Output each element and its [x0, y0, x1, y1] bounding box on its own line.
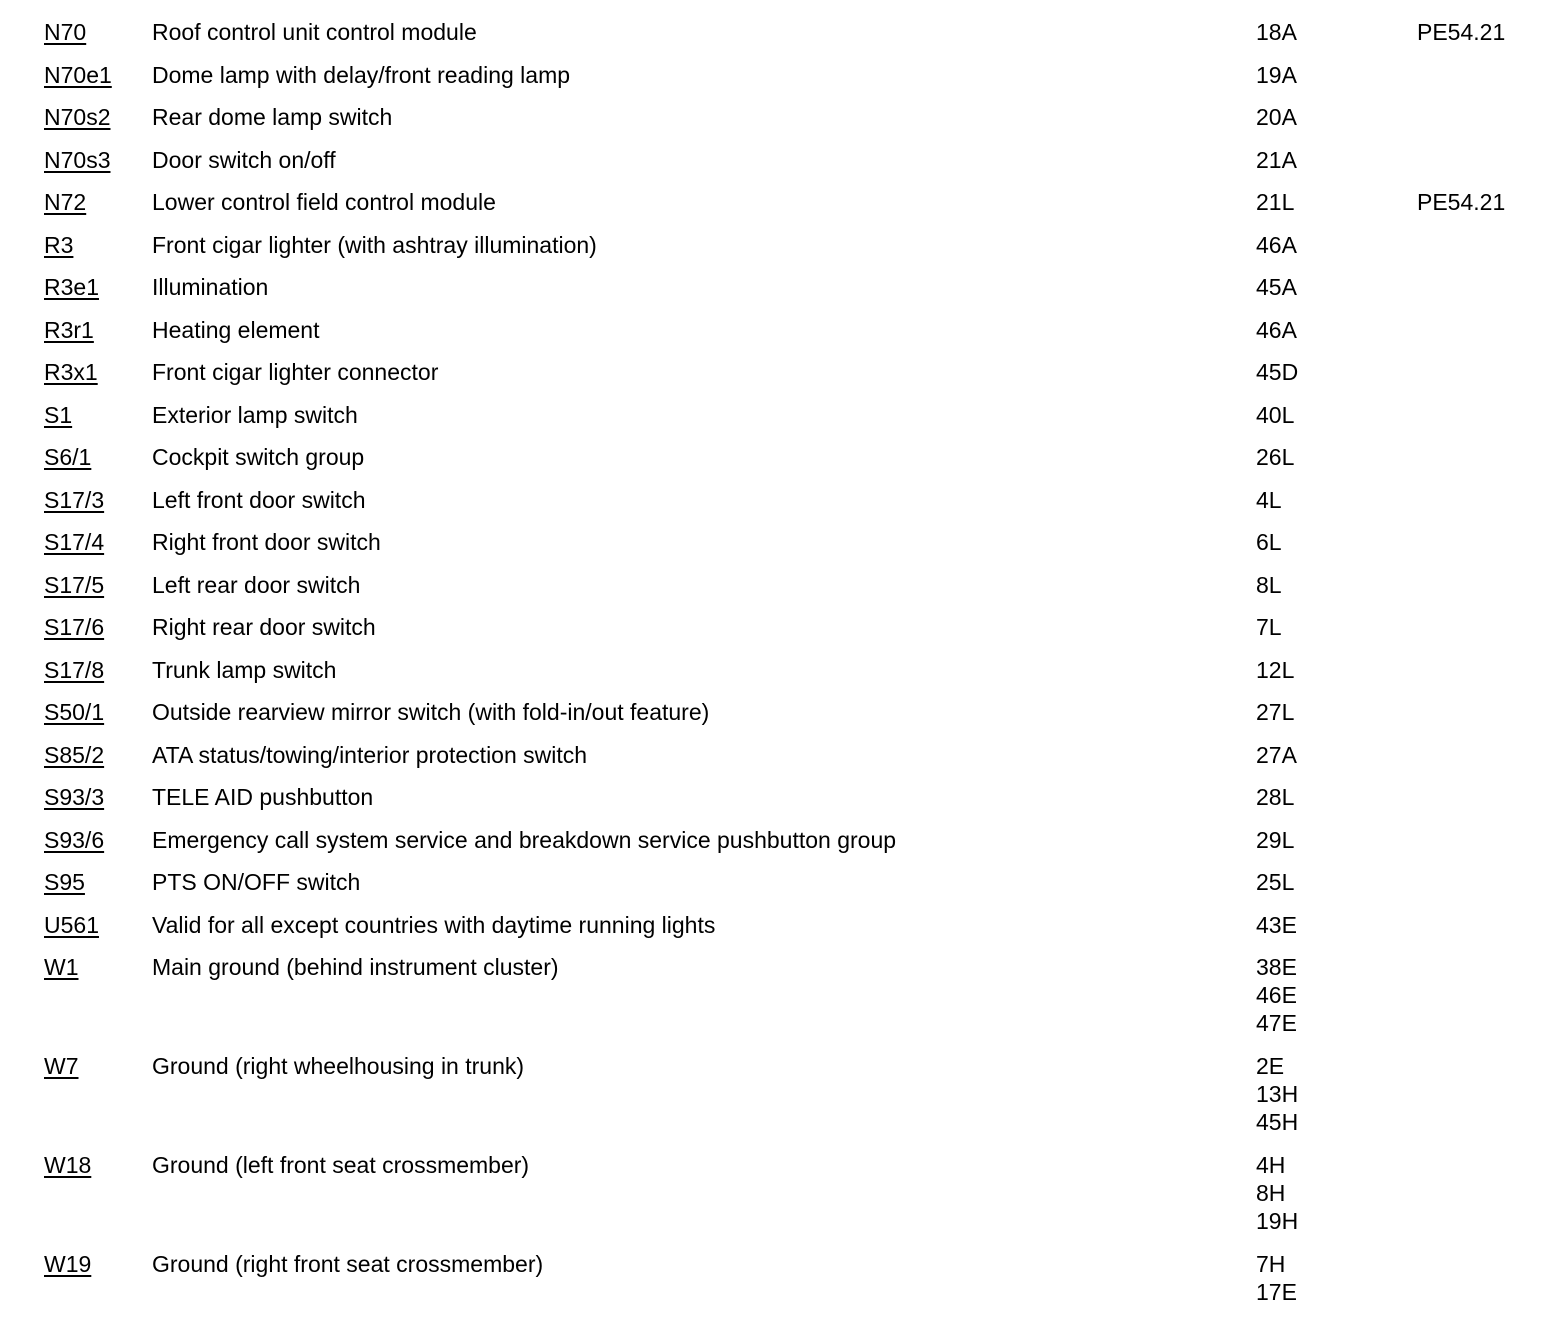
grid-location [1256, 18, 1297, 46]
grid-location-value: 7L [1256, 614, 1282, 640]
grid-location-value: 7H [1256, 1251, 1286, 1277]
grid-location-value: 26L [1256, 444, 1295, 470]
component-description: Exterior lamp switch [152, 401, 358, 428]
grid-location [1256, 443, 1294, 471]
component-description: Right rear door switch [152, 614, 376, 640]
component-code-link[interactable]: S17/8 [44, 656, 105, 683]
document-reference: PE54.21 [1417, 189, 1506, 215]
component-code-link[interactable]: S17/5 [44, 571, 105, 598]
component-code-link[interactable]: N70 [44, 19, 87, 45]
table-row [0, 783, 1568, 826]
component-code-link[interactable]: R3x1 [44, 359, 98, 385]
grid-location [1256, 1151, 1298, 1235]
grid-location-value: 12L [1256, 656, 1295, 683]
grid-location-value: 43E [1256, 911, 1297, 938]
component-legend-table [0, 18, 1568, 1321]
component-code-link[interactable]: S17/6 [44, 614, 105, 640]
grid-location-value: 19H [1256, 1208, 1299, 1234]
table-row [0, 103, 1568, 146]
component-code-link[interactable]: W1 [44, 954, 79, 980]
component-description: TELE AID pushbutton [152, 784, 374, 810]
component-description: Roof control unit control module [152, 19, 477, 45]
component-code-link[interactable]: N70s2 [44, 104, 111, 130]
table-row [0, 613, 1568, 656]
component-code-link[interactable]: S93/3 [44, 784, 105, 810]
grid-location-value: 17E [1256, 1279, 1297, 1305]
component-description: Outside rearview mirror switch (with fold-in/out feature) [152, 699, 710, 725]
table-row [0, 61, 1568, 104]
table-row [0, 826, 1568, 869]
component-description: Trunk lamp switch [152, 656, 337, 683]
component-code-link[interactable]: S17/3 [44, 486, 105, 513]
table-row [0, 486, 1568, 529]
grid-location-value: 46E [1256, 982, 1297, 1008]
grid-location-value: 40L [1256, 401, 1295, 428]
grid-location-value: 28L [1256, 784, 1295, 810]
component-description: Rear dome lamp switch [152, 104, 393, 130]
grid-location [1256, 273, 1297, 301]
table-row [0, 1052, 1568, 1151]
grid-location-value: 46A [1256, 316, 1297, 343]
table-row [0, 911, 1568, 954]
component-code-link[interactable]: R3e1 [44, 274, 99, 300]
component-code-link[interactable]: S1 [44, 401, 73, 428]
grid-location-value: 4L [1256, 486, 1282, 513]
grid-location-value: 47E [1256, 1010, 1297, 1036]
grid-location [1256, 656, 1294, 684]
grid-location-value: 18A [1256, 19, 1297, 45]
grid-location [1256, 613, 1282, 641]
table-row [0, 231, 1568, 274]
grid-location-value: 6L [1256, 529, 1282, 555]
grid-location-value: 13H [1256, 1081, 1299, 1107]
component-code-link[interactable]: S93/6 [44, 826, 105, 853]
grid-location-value: 27L [1256, 699, 1295, 725]
table-row [0, 443, 1568, 486]
component-description: Heating element [152, 316, 320, 343]
table-row [0, 146, 1568, 189]
component-description: Lower control field control module [152, 189, 496, 215]
component-description: Front cigar lighter (with ashtray illumination) [152, 231, 597, 258]
grid-location-value: 19A [1256, 61, 1297, 88]
component-code-link[interactable]: W19 [44, 1251, 92, 1277]
table-row [0, 401, 1568, 444]
component-code-link[interactable]: N72 [44, 189, 87, 215]
component-code-link[interactable]: S6/1 [44, 444, 92, 470]
grid-location [1256, 231, 1297, 259]
grid-location [1256, 103, 1297, 131]
component-code-link[interactable]: W7 [44, 1053, 79, 1079]
component-description: Left rear door switch [152, 571, 361, 598]
table-row [0, 656, 1568, 699]
component-description: Emergency call system service and breakdown service pushbutton group [152, 826, 897, 853]
table-row [0, 571, 1568, 614]
grid-location [1256, 571, 1282, 599]
grid-location [1256, 698, 1294, 726]
grid-location [1256, 61, 1297, 89]
grid-location-value: 8L [1256, 571, 1282, 598]
grid-location [1256, 528, 1282, 556]
grid-location-value: 8H [1256, 1180, 1286, 1206]
component-description: Door switch on/off [152, 146, 336, 173]
table-row [0, 316, 1568, 359]
component-description: ATA status/towing/interior protection switch [152, 741, 588, 768]
table-row [0, 273, 1568, 316]
component-description: Left front door switch [152, 486, 366, 513]
component-code-link[interactable]: S85/2 [44, 741, 105, 768]
grid-location-value: 4H [1256, 1152, 1286, 1178]
component-code-link[interactable]: S17/4 [44, 529, 105, 555]
component-description: Dome lamp with delay/front reading lamp [152, 61, 571, 88]
component-code-link[interactable]: S50/1 [44, 699, 105, 725]
grid-location-value: 21A [1256, 146, 1297, 173]
grid-location [1256, 783, 1294, 811]
table-row [0, 1250, 1568, 1321]
table-row [0, 528, 1568, 571]
table-row [0, 698, 1568, 741]
table-row [0, 188, 1568, 231]
component-description: Valid for all except countries with daytime running lights [152, 911, 716, 938]
grid-location [1256, 953, 1297, 1037]
grid-location [1256, 146, 1297, 174]
table-row [0, 741, 1568, 784]
grid-location-value: 25L [1256, 869, 1295, 895]
component-code-link[interactable]: N70s3 [44, 146, 111, 173]
grid-location-value: 46A [1256, 231, 1297, 258]
grid-location [1256, 911, 1297, 939]
table-row [0, 18, 1568, 61]
component-description: Right front door switch [152, 529, 381, 555]
grid-location [1256, 1052, 1298, 1136]
table-row [0, 953, 1568, 1052]
grid-location [1256, 1250, 1297, 1306]
component-description: Illumination [152, 274, 269, 300]
grid-location [1256, 868, 1294, 896]
component-code-link[interactable]: U561 [44, 911, 99, 938]
grid-location-value: 29L [1256, 826, 1295, 853]
grid-location-value: 21L [1256, 189, 1295, 215]
component-description: Ground (right wheelhousing in trunk) [152, 1053, 525, 1079]
grid-location [1256, 741, 1297, 769]
table-row [0, 868, 1568, 911]
document-reference: PE54.21 [1417, 19, 1506, 45]
grid-location-value: 45D [1256, 359, 1299, 385]
table-row [0, 358, 1568, 401]
grid-location [1256, 486, 1282, 514]
grid-location-value: 45A [1256, 274, 1297, 300]
component-description: Ground (right front seat crossmember) [152, 1251, 544, 1277]
grid-location [1256, 401, 1294, 429]
component-description: Cockpit switch group [152, 444, 365, 470]
grid-location-value: 20A [1256, 104, 1297, 130]
component-code-link[interactable]: R3r1 [44, 316, 94, 343]
component-code-link[interactable]: R3 [44, 231, 74, 258]
grid-location-value: 45H [1256, 1109, 1299, 1135]
grid-location [1256, 358, 1298, 386]
grid-location-value: 2E [1256, 1053, 1285, 1079]
grid-location-value: 38E [1256, 954, 1297, 980]
table-row [0, 1151, 1568, 1250]
grid-location [1256, 826, 1294, 854]
grid-location [1256, 188, 1294, 216]
component-description: PTS ON/OFF switch [152, 869, 361, 895]
component-description: Ground (left front seat crossmember) [152, 1152, 530, 1178]
component-code-link[interactable]: W18 [44, 1152, 92, 1178]
component-description: Main ground (behind instrument cluster) [152, 954, 559, 980]
component-description: Front cigar lighter connector [152, 359, 439, 385]
grid-location [1256, 316, 1297, 344]
grid-location-value: 27A [1256, 741, 1297, 768]
component-code-link[interactable]: N70e1 [44, 61, 112, 88]
component-code-link[interactable]: S95 [44, 869, 85, 895]
